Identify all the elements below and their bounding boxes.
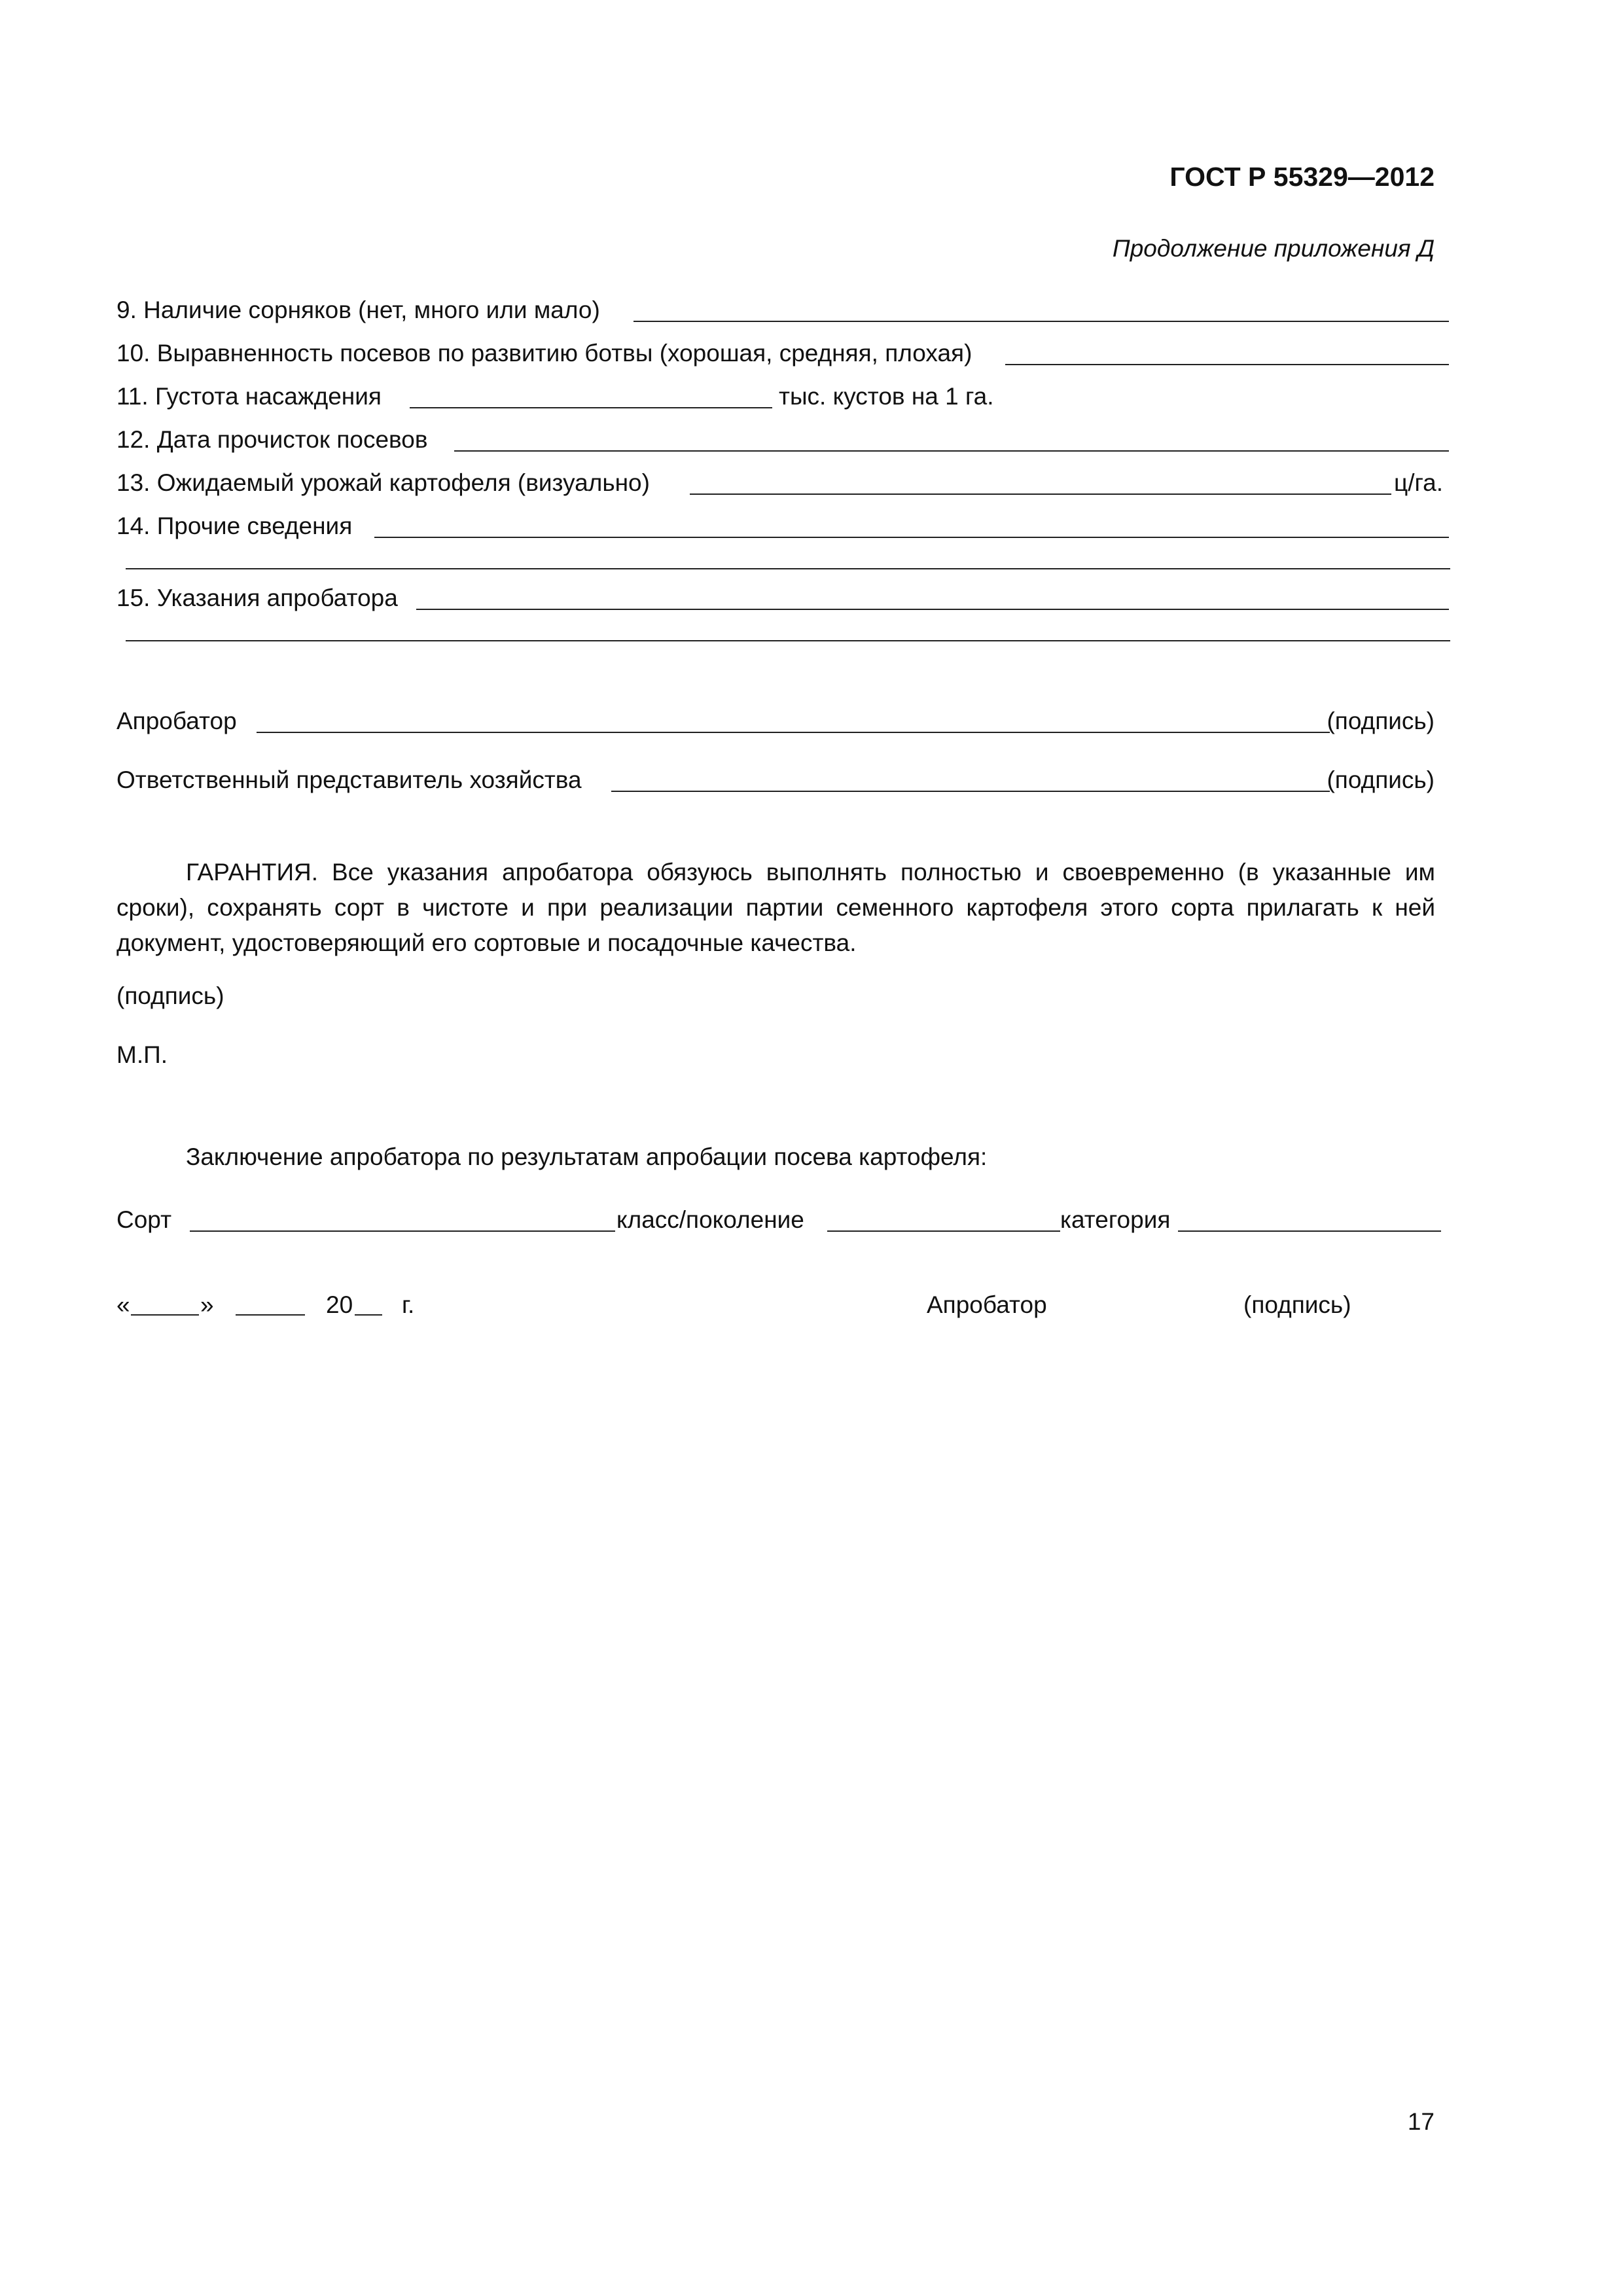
item-11-label: 11. Густота насаждения [116,383,382,410]
date-day-field[interactable] [131,1314,199,1316]
class-generation-label: класс/поколение [616,1206,804,1233]
item-13-field[interactable] [690,493,1391,495]
item-13-unit: ц/га. [1394,469,1444,496]
item-12-label: 12. Дата прочисток посевов [116,426,428,453]
item-15-label: 15. Указания апробатора [116,584,398,611]
approbator-signature-field[interactable] [257,732,1330,733]
category-field[interactable] [1178,1230,1441,1232]
variety-label: Сорт [116,1206,172,1233]
date-year-field[interactable] [355,1314,382,1316]
variety-field[interactable] [190,1230,615,1232]
item-9-field[interactable] [633,321,1449,322]
class-generation-field[interactable] [827,1230,1060,1232]
page-number: 17 [1407,2108,1435,2135]
item-11-field[interactable] [410,407,772,408]
item-15-field[interactable] [416,609,1449,610]
farm-representative-signature-field[interactable] [611,791,1330,792]
approbator-signature-caption: (подпись) [1327,708,1435,734]
document-number: ГОСТ Р 55329—2012 [1169,162,1435,192]
item-14-field[interactable] [374,537,1449,538]
item-10-field[interactable] [1005,364,1449,365]
date-year-prefix: 20 [326,1291,353,1318]
date-close-quote: » [200,1291,214,1318]
item-11-unit: тыс. кустов на 1 га. [779,383,994,410]
item-15-field-continuation[interactable] [126,640,1450,641]
date-open-quote: « [116,1291,130,1318]
stamp-mark: М.П. [116,1041,168,1068]
farm-representative-label: Ответственный представитель хозяйства [116,766,582,793]
date-year-suffix: г. [402,1291,415,1318]
item-13-label: 13. Ожидаемый урожай картофеля (визуально) [116,469,650,496]
item-12-field[interactable] [454,450,1449,452]
date-row-signature-caption: (подпись) [1243,1291,1351,1318]
item-14-label: 14. Прочие сведения [116,512,353,539]
guarantee-paragraph: ГАРАНТИЯ. Все указания апробатора обязуюсь выполнять полностью и своевременно (в указанные им сроки), сохранять сорт в чистоте и при реализации партии семенного картофеля этого сорта прилагать к ней документ, удостоверяющий его сортовые и посадочные качества. [116,859,1435,956]
appendix-continuation: Продолжение приложения Д [1112,235,1435,262]
item-10-label: 10. Выравненность посевов по развитию ботвы (хорошая, средняя, плохая) [116,340,972,367]
conclusion-heading: Заключение апробатора по результатам апробации посева картофеля: [186,1143,988,1170]
date-row-approbator-label: Апробатор [927,1291,1047,1318]
item-9-label: 9. Наличие сорняков (нет, много или мало) [116,296,600,323]
approbator-label: Апробатор [116,708,237,734]
guarantee-signature-caption: (подпись) [116,982,224,1009]
item-14-field-continuation[interactable] [126,568,1450,569]
farm-representative-signature-caption: (подпись) [1327,766,1435,793]
date-month-field[interactable] [236,1314,305,1316]
category-label: категория [1060,1206,1171,1233]
